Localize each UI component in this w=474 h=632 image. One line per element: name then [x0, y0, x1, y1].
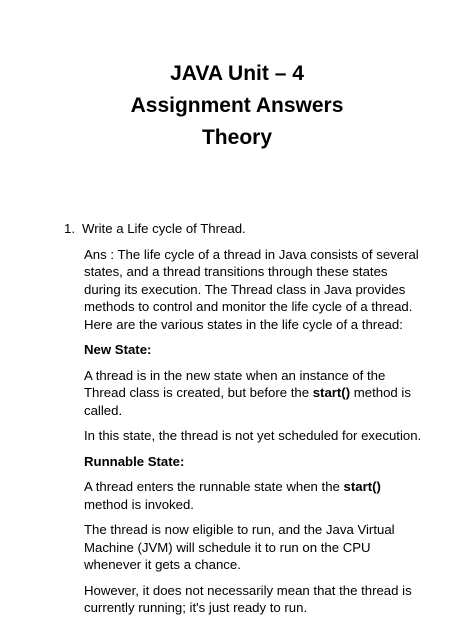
title-line-3: Theory — [201, 126, 272, 149]
new-state-p1-before: A thread is in the new state when an instance of the Thread class is created, but before the — [84, 367, 386, 400]
runnable-state-heading: Runnable State: — [84, 453, 185, 469]
start-method-bold: start() — [343, 479, 381, 494]
answer-intro: Ans : The life cycle of a thread in Java consists of several states, and a thread transitions through these states during its execution. The Thread class in Java provides methods to control and monitor the life cycle of a thread. Here are the various states in the life cycle of a thread: — [84, 246, 419, 332]
new-state-heading: New State: — [84, 342, 152, 357]
question-text: Write a Life cycle of Thread. — [82, 221, 246, 236]
runnable-state-paragraph-1 — [84, 478, 424, 513]
answer-block — [84, 246, 424, 617]
question-1 — [64, 220, 424, 238]
runnable-state-paragraph-2: The thread is now eligible to run, and the Java Virtual Machine (JVM) will schedule it to run on the CPU whenever it gets a chance. — [84, 522, 395, 572]
runnable-state-p1-after: method is invoked. — [84, 496, 194, 512]
title-line-2: Assignment Answers — [130, 94, 344, 117]
new-state-paragraph-2: In this state, the thread is not yet scheduled for execution. — [84, 428, 422, 443]
start-method-bold: start() — [312, 385, 351, 400]
new-state-p1-after: method is called. — [84, 385, 411, 418]
document-title — [0, 58, 474, 154]
document-content — [64, 220, 424, 625]
question-number: 1. — [64, 221, 75, 236]
runnable-state-paragraph-3: However, it does not necessarily mean that the thread is currently running; it's just ready to run. — [84, 582, 412, 615]
new-state-paragraph-1 — [84, 367, 424, 420]
runnable-state-p1-before: A thread enters the runnable state when the — [84, 479, 344, 494]
title-line-1: JAVA Unit – 4 — [170, 62, 304, 85]
